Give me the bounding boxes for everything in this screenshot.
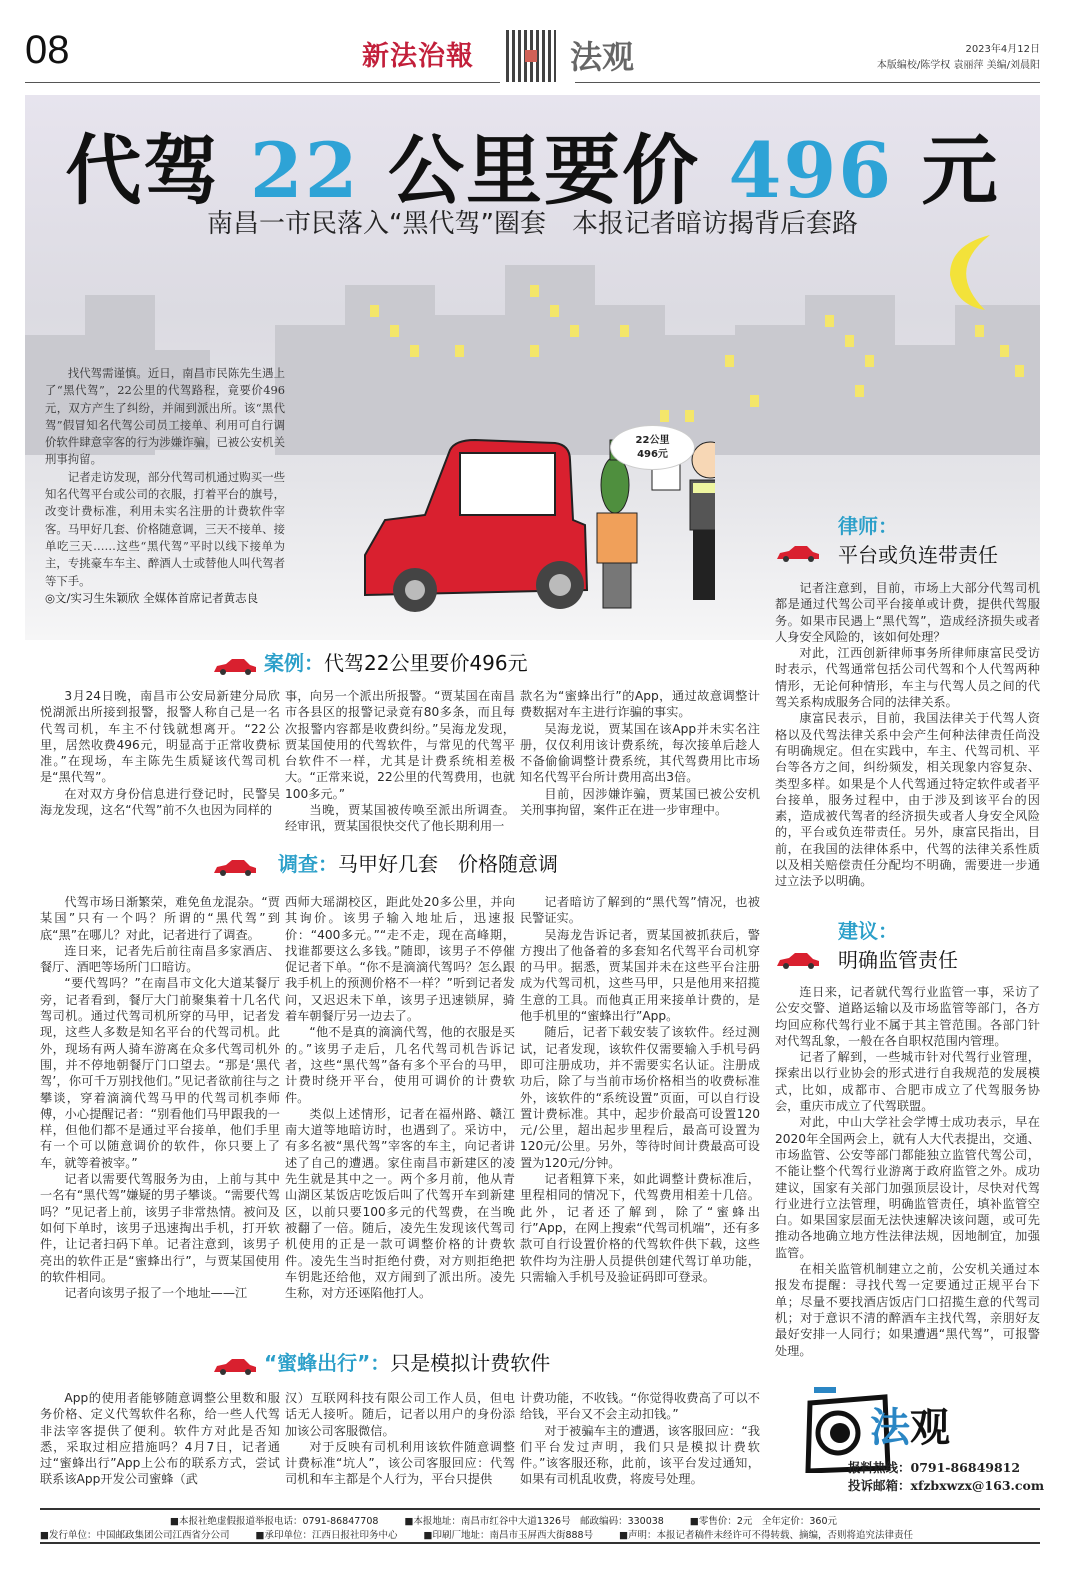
complaint-email: 投诉邮箱：xfzbxwzx@163.com (848, 1478, 1045, 1493)
footer-line-1: ■本报社绝虚假报道举报电话：0791-86847708 ■本报地址：南昌市红谷中大道1326号 邮政编码：330038 ■零售价：2元 全年定价：360元 (170, 1516, 838, 1527)
case-column-2: 事，向另一个派出所报警。“贾某国在南昌市各县区的报警记录竟有80多条，而且每次报警内容都是收费纠纷。”吴海龙发现，贾某国使用的代驾软件，与常见的代驾平台软件不一样，尤其是计费系统相差极大。“正常来说，22公里的代驾费用，也就100多元。” 当晚，贾某国被传唤至派出所调查。经审讯，贾某国很快交代了他长期利用一 (285, 689, 515, 834)
masthead-logo: 新法治報 (362, 41, 474, 72)
section-header-case: 案例： 代驾22公里要价496元 (212, 647, 528, 676)
section-header-survey: 调查： 马甲好几套 价格随意调 (212, 848, 558, 877)
red-car-icon (212, 656, 258, 676)
section-header-advice: 建议： 明确监管责任 (838, 919, 958, 972)
intro-text: 找代驾需谨慎。近日，南昌市民陈先生遇上了“黑代驾”，22公里的代驾路程，竟要价496元，双方产生了纠纷，并闹到派出所。该“黑代驾”假冒知名代驾公司员工接单、利用可自行调价软件肆意宰客的行为涉嫌诈骗，已被公安机关刑事拘留。 记者走访发现，部分代驾司机通过购买一些知名代驾平台或公司的衣服，打着平台的旗号，改变计费标准，利用未实名注册的计费软件宰客。马甲好几套、价格随意调，三天不接单、接单吃三天……这些“黑代驾”平时以线下接单为主，专挑豪车车主、醉酒人士或替他人叫代驾者等下手。 (45, 366, 285, 588)
case-column-3: 款名为“蜜蜂出行”的App，通过故意调整计费数据对车主进行诈骗的事实。 吴海龙说，贾某国在该App并未实名注册，仅仅利用该计费系统，每次接单后趁人不备偷偷调整计费系统，其代驾费用比市场知名代驾平台所计费用高出3倍。 目前，因涉嫌诈骗，贾某国已被公安机关刑事拘留，案件正在进一步审理中。 (520, 689, 760, 818)
survey-column-1: 代驾市场日渐繁荣，难免鱼龙混杂。“贾某国”只有一个吗？所谓的“黑代驾”到底“黑”在哪儿？对此，记者进行了调查。 连日来，记者先后前往南昌多家酒店、餐厅、酒吧等场所门口暗访。 “要代驾吗？”在南昌市文化大道某餐厅旁，记者看到，餐厅大门前聚集着十几名代驾司机。通过代驾司机所穿的马甲，记者发现，这些人多数是知名平台的代驾司机。此外，现场有两人骑车游离在众多代驾司机外围，并不停地朝餐厅门口望去。“那是‘黑代驾’，你可千万别找他们。”见记者欲前往与之攀谈，穿着滴滴代驾马甲的代驾司机李师傅，小心提醒记者：“别看他们马甲跟我的一样，但他们都不是通过平台接单，他们手里有一个可以随意调价的软件，你只要上了车，就等着被宰。” 记者以需要代驾服务为由，上前与其中一名有“黑代驾”嫌疑的男子攀谈。“需要代驾吗？”见记者上前，该男子非常热情。被问及如何下单时，该男子迅速掏出手机，打开软件，让记者扫码下单。记者注意到，该男子亮出的软件正是“蜜蜂出行”，与贾某国使用的软件相同。 记者向该男子报了一个地址——江 (40, 895, 280, 1301)
page-number: 08 (25, 28, 70, 72)
footer-divider-bottom (40, 1542, 1040, 1544)
speech-bubble: 22公里 496元 (610, 425, 695, 470)
footer-line-2: ■发行单位：中国邮政集团公司江西省分公司 ■承印单位：江西日报社印务中心 ■印刷厂地址：南昌市玉屏西大街888号 ■声明：本报记者稿件未经许可不得转载、摘编，否则将追究法律责任 (40, 1530, 914, 1541)
case-column-1: 3月24日晚，南昌市公安局新建分局欣悦湖派出所接到报警，报警人称自己是一名代驾司机，车主不付钱就想离开。“22公里，居然收费496元，明显高于正常收费标准。”在现场，车主陈先生质疑该代驾司机是“黑代驾”。 在对双方身份信息进行登记时，民警吴海龙发现，这名“代驾”前不久也因为同样的 (40, 689, 280, 818)
qr-code (506, 30, 556, 82)
red-car-icon (212, 857, 258, 877)
news-hotline: 报料热线：0791-86849812 (848, 1460, 1021, 1475)
app-column-1: App的使用者能够随意调整公里数和服务价格、定义代驾软件名称，给一些人代驾非法宰客提供了便利。软件方对此是否知悉，采取过相应措施吗？4月7日，记者通过“蜜蜂出行”App上公布的联系方式，尝试联系该App开发公司蜜蜂（武 (40, 1391, 280, 1487)
footer-divider-top (40, 1508, 1040, 1510)
lawyer-column: 记者注意到，目前，市场上大部分代驾司机都是通过代驾公司平台接单或计费，提供代驾服务。如果市民遇上“黑代驾”，造成经济损失或者人身安全风险的，该如何处理？ 对此，江西创新律师事务所律师康富民受访时表示，代驾通常包括公司代驾和个人代驾两种情形，无论何种情形，车主与代驾人员之间的代驾关系构成服务合同的法律关系。 康富民表示，目前，我国法律关于代驾人资格以及代驾法律关系中会产生何种法律责任尚没有明确规定。但在实践中，车主、代驾司机、平台等各方之间，纠纷频发，相关现象内容复杂、类型多样。如果是个人代驾通过特定软件或者平台接单，服务过程中，由于涉及到该平台的因素，造成被代驾者的经济损失或者人身安全风险的，平台或负连带责任。另外，康富民指出，目前，在我国的法律体系中，代驾的法律关系性质以及相关赔偿责任分配均不明确，需要进一步通过立法予以明确。 (775, 581, 1040, 889)
section-logo-text: 法观 (870, 1405, 950, 1451)
red-car-icon (775, 543, 821, 563)
moon-icon (950, 235, 990, 310)
section-header-app: “蜜蜂出行”： 只是模拟计费软件 (212, 1347, 550, 1376)
survey-column-2: 西师大瑶湖校区，距此处20多公里，并向其询价。该男子输入地址后，迅速报价：“400多元。”“走不走，现在高峰期，找谁都要这么多钱。”随即，该男子不停催促记者下单。“你不是滴滴代驾吗？怎么跟我手机上的预测价格不一样？”听到记者发问，又迟迟未下单，该男子迅速锁屏，骑着车朝餐厅另一边去了。 “他不是真的滴滴代驾，他的衣服是买的。”该男子走后，几名代驾司机告诉记者，这些“黑代驾”备有多个平台的马甲，计费时绕开平台，使用可调价的计费软件。 类似上述情形，记者在福州路、赣江南大道等地暗访时，也遇到了。采访中，有多名被“黑代驾”宰客的车主，向记者讲述了自己的遭遇。家住南昌市新建区的凌先生就是其中之一。两个多月前，他从青山湖区某饭店吃饭后叫了代驾开车到新建区，以前只要100多元的代驾费，在当晚被翻了一倍。随后，凌先生发现该代驾司机使用的正是一款可调整价格的计费软件。凌先生当时拒绝付费，对方则拒绝把车钥匙还给他，双方闹到了派出所。凌先生称，对方还诬陷他打人。 (285, 895, 515, 1301)
byline: ◎文/实习生朱颖欣 全媒体首席记者黄志良 (45, 591, 259, 605)
editor-credits: 本版编校/陈学权 袁丽萍 美编/刘晨阳 (876, 60, 1040, 71)
header-divider-right (575, 82, 1040, 83)
red-car-icon (212, 1356, 258, 1376)
red-car-icon (775, 950, 821, 970)
section-logo-box (800, 1378, 1045, 1503)
section-name: 法观 (570, 38, 635, 76)
headline: 代驾 22 公里要价 496 元 (65, 126, 1000, 215)
subheadline: 南昌一市民落入“黑代驾”圈套 本报记者暗访揭背后套路 (207, 209, 858, 239)
section-header-lawyer: 律师： 平台或负连带责任 (838, 514, 998, 567)
app-column-3: 计费功能，不收钱。“你觉得收费高了可以不给钱，平台又不会主动扣钱。” 对于被骗车主的遭遇，该客服回应：“我们平台发过声明，我们只是模拟计费软件。”该客服还称，此前，该平台发过通知，如果有司机乱收费，将废号处理。 (520, 1391, 760, 1487)
survey-column-3: 记者暗访了解到的“黑代驾”情况，也被民警证实。 吴海龙告诉记者，贾某国被抓获后，警方搜出了他备着的多套知名代驾平台司机穿的马甲。据悉，贾某国并未在这些平台注册成为代驾司机，这些马甲，只是他用来招揽生意的工具。而他真正用来接单计费的，是他手机里的“蜜蜂出行”App。 随后，记者下载安装了该软件。经过测试，记者发现，该软件仅需要输入手机号码即可注册成功，并不需要实名认证。注册成功后，除了与当前市场价格相当的收费标准外，该软件的“系统设置”页面，可以自行设置计费标准。其中，起步价最高可设置120元/公里，超出起步里程后，最高可设置为120元/公里。另外，等待时间计费最高可设置为120元/分钟。 记者粗算下来，如此调整计费标准后，里程相同的情况下，代驾费用相差十几倍。此外，记者还了解到，除了“蜜蜂出行”App，在网上搜索“代驾司机端”，还有多款可自行设置价格的代驾软件供下载，这些软件均为注册人员提供创建代驾订单功能，只需输入手机号及验证码即可登录。 (520, 895, 760, 1284)
header-divider-left (25, 82, 500, 83)
advice-column: 连日来，记者就代驾行业监管一事，采访了公安交警、道路运输以及市场监管等部门，各方均回应称代驾行业不属于其主管范围。各部门针对代驾乱象，一般在各自职权范围内管理。 记者了解到，一些城市针对代驾行业管理，探索出以行业协会的形式进行自我规范的发展模式，比如，成都市、合肥市成立了代驾服务协会，重庆市成立了代驾联盟。 对此，中山大学社会学博士成功表示，早在2020年全国两会上，就有人大代表提出，交通、市场监管、公安等部门都能独立监管代驾公司，不能让整个代驾行业游离于政府监管之外。成功建议，国家有关部门加强顶层设计，尽快对代驾行业进行立法管理，明确监管责任，填补监管空白。如果国家层面无法快速解决该问题，或可先推动各地确立地方性法律法规，因地制宜，加强监管。 在相关监管机制建立之前，公安机关通过本报发布提醒：寻找代驾一定要通过正规平台下单；尽量不要找酒店饭店门口招揽生意的代驾司机；对于意识不清的醉酒车主找代驾，亲朋好友最好安排一人同行；如果遭遇“黑代驾”，可报警处理。 (775, 985, 1040, 1358)
issue-date: 2023年4月12日 (965, 44, 1040, 55)
app-column-2: 汉）互联网科技有限公司工作人员，但电话无人接听。随后，记者以用户的身份添加该公司客服微信。 对于反映有司机利用该软件随意调整计费标准“坑人”，该公司客服回应：代驾司机和车主都是个人行为，平台只提供 (285, 1391, 515, 1487)
